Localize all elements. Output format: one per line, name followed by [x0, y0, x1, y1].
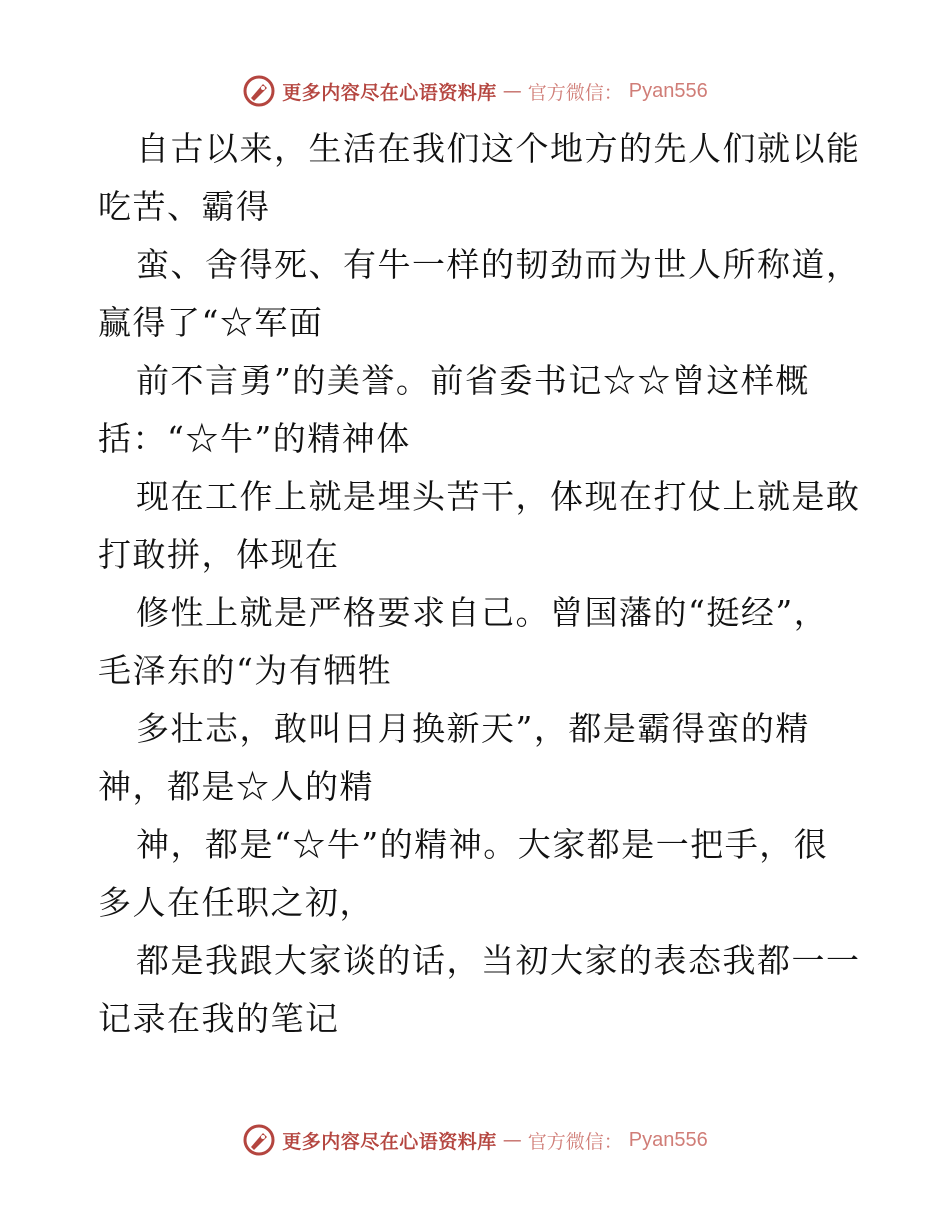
- banner-text: 更多内容尽在心语资料库: [282, 1130, 497, 1153]
- footer-banner: [0, 1120, 950, 1160]
- body-line: 神，都是“☆牛”的精神。大家都是一把手，很: [136, 825, 829, 864]
- banner-dash: —: [502, 1129, 522, 1151]
- pen-nib-logo-icon: [242, 1123, 276, 1157]
- banner-wechat-label: 官方微信：: [527, 1130, 623, 1153]
- body-line: 蛮、舍得死、有牛一样的韧劲而为世人所称道，: [136, 245, 861, 284]
- pen-nib-logo-icon: [242, 74, 276, 108]
- banner-wechat-id: Pyan556: [628, 1128, 708, 1151]
- body-line: 多壮志，敢叫日月换新天”，都是霸得蛮的精: [136, 709, 810, 748]
- body-line: 吃苦、霸得: [98, 187, 271, 226]
- document-body: [98, 120, 898, 1048]
- body-line: 神，都是☆人的精: [98, 767, 374, 806]
- body-line: 都是我跟大家谈的话，当初大家的表态我都一一: [136, 941, 861, 980]
- body-line: 多人在任职之初，: [98, 883, 374, 922]
- header-banner: [0, 71, 950, 111]
- body-line: 记录在我的笔记: [98, 999, 340, 1038]
- banner-wechat-label: 官方微信：: [527, 81, 623, 104]
- body-line: 前不言勇”的美誉。前省委书记☆☆曾这样概: [136, 361, 810, 400]
- body-line: 打敢拼，体现在: [98, 535, 340, 574]
- body-line: 毛泽东的“为有牺牲: [98, 651, 393, 690]
- body-line: 现在工作上就是埋头苦干，体现在打仗上就是敢: [136, 477, 861, 516]
- banner-dash: —: [502, 80, 522, 102]
- banner-text: 更多内容尽在心语资料库: [282, 81, 497, 104]
- body-line: 修性上就是严格要求自己。曾国藩的“挺经”，: [136, 593, 829, 632]
- body-line: 自古以来，生活在我们这个地方的先人们就以能: [136, 129, 861, 168]
- body-line: 括：“☆牛”的精神体: [98, 419, 411, 458]
- body-line: 赢得了“☆军面: [98, 303, 324, 342]
- banner-wechat-id: Pyan556: [628, 79, 708, 102]
